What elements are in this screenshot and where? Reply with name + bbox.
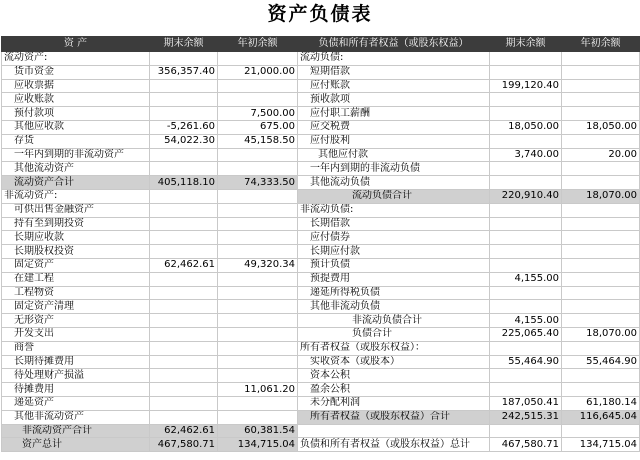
asset-label: 其他应收款 xyxy=(2,120,150,134)
liability-ending-balance: 467,580.71 xyxy=(490,438,562,452)
table-row xyxy=(2,327,640,341)
asset-beginning-balance xyxy=(218,217,298,231)
asset-beginning-balance xyxy=(218,272,298,286)
asset-beginning-balance: 49,320.34 xyxy=(218,258,298,272)
asset-beginning-balance: 7,500.00 xyxy=(218,107,298,121)
liability-beginning-balance: 134,715.04 xyxy=(562,438,640,452)
liability-beginning-balance xyxy=(562,107,640,121)
liability-ending-balance xyxy=(490,231,562,245)
liability-label: 其他非流动负债 xyxy=(298,300,490,314)
table-row xyxy=(2,258,640,272)
liability-label: 预提费用 xyxy=(298,272,490,286)
liability-ending-balance xyxy=(490,162,562,176)
asset-beginning-balance xyxy=(218,93,298,107)
liability-label: 盈余公积 xyxy=(298,383,490,397)
liability-beginning-balance: 116,645.04 xyxy=(562,410,640,424)
header-ending-balance: 期末余额 xyxy=(150,37,218,52)
asset-ending-balance xyxy=(150,231,218,245)
asset-ending-balance: 62,462.61 xyxy=(150,424,218,438)
table-row xyxy=(2,341,640,355)
liability-ending-balance xyxy=(490,176,562,190)
asset-label: 流动资产合计 xyxy=(2,176,150,190)
table-row xyxy=(2,410,640,424)
liability-beginning-balance xyxy=(562,134,640,148)
liability-beginning-balance xyxy=(562,258,640,272)
liability-ending-balance xyxy=(490,52,562,66)
asset-beginning-balance xyxy=(218,369,298,383)
liability-ending-balance: 18,050.00 xyxy=(490,120,562,134)
asset-beginning-balance xyxy=(218,52,298,66)
asset-beginning-balance xyxy=(218,245,298,259)
table-row xyxy=(2,65,640,79)
header-assets: 资 产 xyxy=(2,37,150,52)
asset-beginning-balance xyxy=(218,410,298,424)
table-row xyxy=(2,189,640,203)
liability-label: 应交税费 xyxy=(298,120,490,134)
liability-label: 预计负债 xyxy=(298,258,490,272)
asset-ending-balance xyxy=(150,79,218,93)
asset-beginning-balance xyxy=(218,189,298,203)
header-row xyxy=(2,37,640,52)
liability-beginning-balance xyxy=(562,79,640,93)
asset-ending-balance: 54,022.30 xyxy=(150,134,218,148)
asset-label: 货币资金 xyxy=(2,65,150,79)
asset-label: 一年内到期的非流动资产 xyxy=(2,148,150,162)
liability-ending-balance xyxy=(490,107,562,121)
table-row xyxy=(2,217,640,231)
liability-beginning-balance xyxy=(562,272,640,286)
asset-ending-balance xyxy=(150,383,218,397)
table-row xyxy=(2,245,640,259)
liability-ending-balance: 3,740.00 xyxy=(490,148,562,162)
header-beginning-balance: 年初余额 xyxy=(218,37,298,52)
liability-beginning-balance xyxy=(562,341,640,355)
asset-ending-balance xyxy=(150,369,218,383)
asset-label: 应收账款 xyxy=(2,93,150,107)
balance-sheet-table xyxy=(1,36,640,452)
asset-label: 可供出售金融资产 xyxy=(2,203,150,217)
liability-beginning-balance: 18,070.00 xyxy=(562,327,640,341)
asset-beginning-balance xyxy=(218,148,298,162)
asset-ending-balance: 356,357.40 xyxy=(150,65,218,79)
asset-beginning-balance xyxy=(218,300,298,314)
liability-beginning-balance: 20.00 xyxy=(562,148,640,162)
liability-ending-balance xyxy=(490,245,562,259)
table-row xyxy=(2,79,640,93)
asset-ending-balance xyxy=(150,300,218,314)
asset-label: 固定资产 xyxy=(2,258,150,272)
asset-beginning-balance: 21,000.00 xyxy=(218,65,298,79)
asset-beginning-balance xyxy=(218,327,298,341)
liability-label: 非流动负债: xyxy=(298,203,490,217)
liability-label: 未分配利润 xyxy=(298,396,490,410)
table-row xyxy=(2,314,640,328)
asset-label: 非流动资产: xyxy=(2,189,150,203)
liability-label: 长期借款 xyxy=(298,217,490,231)
liability-ending-balance: 199,120.40 xyxy=(490,79,562,93)
liability-beginning-balance: 18,050.00 xyxy=(562,120,640,134)
header-beginning-balance-right: 年初余额 xyxy=(562,37,640,52)
liability-beginning-balance xyxy=(562,300,640,314)
liability-label: 短期借款 xyxy=(298,65,490,79)
liability-beginning-balance xyxy=(562,217,640,231)
asset-label: 持有至到期投资 xyxy=(2,217,150,231)
asset-label: 待处理财产损溢 xyxy=(2,369,150,383)
asset-ending-balance: 62,462.61 xyxy=(150,258,218,272)
liability-ending-balance: 225,065.40 xyxy=(490,327,562,341)
liability-beginning-balance xyxy=(562,52,640,66)
liability-ending-balance: 220,910.40 xyxy=(490,189,562,203)
table-row xyxy=(2,355,640,369)
asset-label: 长期待摊费用 xyxy=(2,355,150,369)
asset-label: 开发支出 xyxy=(2,327,150,341)
asset-ending-balance xyxy=(150,286,218,300)
liability-ending-balance xyxy=(490,258,562,272)
liability-ending-balance xyxy=(490,217,562,231)
asset-ending-balance xyxy=(150,314,218,328)
header-liabilities-equity: 负债和所有者权益（或股东权益） xyxy=(298,37,490,52)
asset-label: 递延资产 xyxy=(2,396,150,410)
table-row xyxy=(2,396,640,410)
table-row xyxy=(2,162,640,176)
table-row xyxy=(2,272,640,286)
asset-ending-balance xyxy=(150,396,218,410)
asset-label: 预付款项 xyxy=(2,107,150,121)
liability-ending-balance xyxy=(490,369,562,383)
asset-ending-balance: 405,118.10 xyxy=(150,176,218,190)
asset-label: 无形资产 xyxy=(2,314,150,328)
liability-label: 预收款项 xyxy=(298,93,490,107)
liability-ending-balance xyxy=(490,383,562,397)
asset-ending-balance xyxy=(150,148,218,162)
liability-ending-balance: 242,515.31 xyxy=(490,410,562,424)
table-row xyxy=(2,438,640,452)
liability-beginning-balance xyxy=(562,286,640,300)
liability-label: 所有者权益（或股东权益）： xyxy=(298,341,490,355)
liability-beginning-balance: 18,070.00 xyxy=(562,189,640,203)
table-row xyxy=(2,93,640,107)
liability-beginning-balance xyxy=(562,162,640,176)
table-row xyxy=(2,286,640,300)
table-row xyxy=(2,231,640,245)
liability-beginning-balance xyxy=(562,231,640,245)
liability-label: 负债和所有者权益（或股东权益）总计 xyxy=(298,438,490,452)
asset-ending-balance xyxy=(150,341,218,355)
liability-ending-balance xyxy=(490,203,562,217)
report-title: 资产负债表 xyxy=(267,3,373,25)
liability-beginning-balance xyxy=(562,65,640,79)
liability-beginning-balance xyxy=(562,93,640,107)
asset-ending-balance xyxy=(150,203,218,217)
asset-label: 长期股权投资 xyxy=(2,245,150,259)
asset-ending-balance xyxy=(150,245,218,259)
liability-beginning-balance xyxy=(562,245,640,259)
table-row xyxy=(2,120,640,134)
liability-label: 负债合计 xyxy=(298,327,490,341)
liability-ending-balance xyxy=(490,93,562,107)
liability-label: 一年内到期的非流动负债 xyxy=(298,162,490,176)
asset-label: 固定资产清理 xyxy=(2,300,150,314)
asset-ending-balance: -5,261.60 xyxy=(150,120,218,134)
asset-ending-balance xyxy=(150,410,218,424)
asset-beginning-balance xyxy=(218,286,298,300)
asset-ending-balance xyxy=(150,107,218,121)
asset-label: 在建工程 xyxy=(2,272,150,286)
liability-label: 应付债券 xyxy=(298,231,490,245)
liability-label xyxy=(298,424,490,438)
liability-label: 流动负债合计 xyxy=(298,189,490,203)
asset-label: 存货 xyxy=(2,134,150,148)
liability-ending-balance xyxy=(490,424,562,438)
asset-beginning-balance xyxy=(218,162,298,176)
asset-beginning-balance xyxy=(218,355,298,369)
asset-beginning-balance: 60,381.54 xyxy=(218,424,298,438)
liability-beginning-balance xyxy=(562,369,640,383)
asset-beginning-balance: 134,715.04 xyxy=(218,438,298,452)
liability-beginning-balance: 55,464.90 xyxy=(562,355,640,369)
liability-label: 资本公积 xyxy=(298,369,490,383)
asset-beginning-balance xyxy=(218,396,298,410)
liability-label: 其他应付款 xyxy=(298,148,490,162)
liability-beginning-balance xyxy=(562,176,640,190)
liability-beginning-balance xyxy=(562,314,640,328)
asset-beginning-balance xyxy=(218,79,298,93)
liability-ending-balance xyxy=(490,341,562,355)
liability-label: 其他流动负债 xyxy=(298,176,490,190)
liability-beginning-balance xyxy=(562,203,640,217)
liability-ending-balance xyxy=(490,300,562,314)
asset-ending-balance xyxy=(150,189,218,203)
table-row xyxy=(2,134,640,148)
asset-label: 工程物资 xyxy=(2,286,150,300)
liability-label: 流动负债: xyxy=(298,52,490,66)
table-row xyxy=(2,424,640,438)
liability-label: 递延所得税负债 xyxy=(298,286,490,300)
table-row xyxy=(2,383,640,397)
asset-ending-balance: 467,580.71 xyxy=(150,438,218,452)
asset-beginning-balance: 675.00 xyxy=(218,120,298,134)
liability-label: 所有者权益（或股东权益）合计 xyxy=(298,410,490,424)
asset-label: 其他流动资产 xyxy=(2,162,150,176)
table-row xyxy=(2,300,640,314)
liability-ending-balance xyxy=(490,134,562,148)
asset-label: 商誉 xyxy=(2,341,150,355)
asset-label: 其他非流动资产 xyxy=(2,410,150,424)
table-row xyxy=(2,203,640,217)
asset-ending-balance xyxy=(150,327,218,341)
liability-label: 长期应付款 xyxy=(298,245,490,259)
asset-beginning-balance: 45,158.50 xyxy=(218,134,298,148)
asset-beginning-balance xyxy=(218,314,298,328)
header-ending-balance-right: 期末余额 xyxy=(490,37,562,52)
liability-ending-balance: 4,155.00 xyxy=(490,272,562,286)
table-row xyxy=(2,369,640,383)
liability-ending-balance xyxy=(490,65,562,79)
table-row xyxy=(2,107,640,121)
liability-label: 应付账款 xyxy=(298,79,490,93)
asset-ending-balance xyxy=(150,162,218,176)
liability-ending-balance xyxy=(490,286,562,300)
asset-label: 长期应收款 xyxy=(2,231,150,245)
liability-ending-balance: 55,464.90 xyxy=(490,355,562,369)
liability-ending-balance: 4,155.00 xyxy=(490,314,562,328)
asset-ending-balance xyxy=(150,272,218,286)
asset-ending-balance xyxy=(150,93,218,107)
table-row xyxy=(2,52,640,66)
asset-label: 流动资产: xyxy=(2,52,150,66)
asset-beginning-balance: 11,061.20 xyxy=(218,383,298,397)
asset-ending-balance xyxy=(150,52,218,66)
asset-beginning-balance xyxy=(218,231,298,245)
liability-label: 应付股利 xyxy=(298,134,490,148)
asset-ending-balance xyxy=(150,355,218,369)
liability-beginning-balance xyxy=(562,383,640,397)
asset-beginning-balance xyxy=(218,341,298,355)
liability-ending-balance: 187,050.41 xyxy=(490,396,562,410)
table-row xyxy=(2,148,640,162)
asset-ending-balance xyxy=(150,217,218,231)
asset-label: 非流动资产合计 xyxy=(2,424,150,438)
liability-label: 实收资本（或股本） xyxy=(298,355,490,369)
asset-label: 资产总计 xyxy=(2,438,150,452)
asset-beginning-balance xyxy=(218,203,298,217)
liability-label: 非流动负债合计 xyxy=(298,314,490,328)
asset-beginning-balance: 74,333.50 xyxy=(218,176,298,190)
table-row xyxy=(2,176,640,190)
asset-label: 待摊费用 xyxy=(2,383,150,397)
asset-label: 应收票据 xyxy=(2,79,150,93)
liability-label: 应付职工薪酬 xyxy=(298,107,490,121)
liability-beginning-balance: 61,180.14 xyxy=(562,396,640,410)
liability-beginning-balance xyxy=(562,424,640,438)
